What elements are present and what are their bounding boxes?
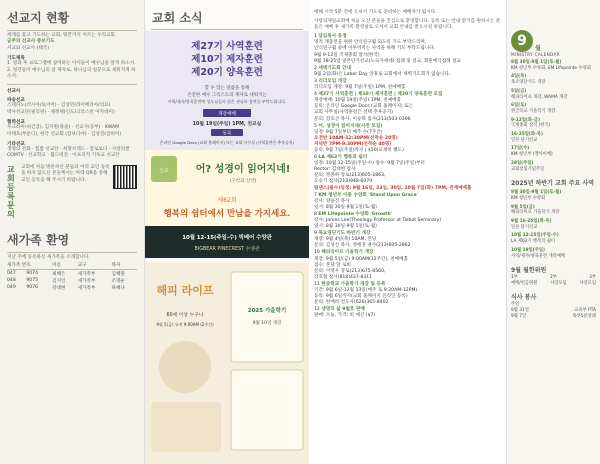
poster-line: 제27기 사역훈련 — [191, 41, 263, 52]
cell: 새가족부 — [77, 278, 96, 284]
poster-sub: 온전한 예수 그리스도의 제자로 세워지는 — [187, 93, 267, 98]
cell: 9074 — [26, 271, 39, 277]
poster-year: 2025 가을학기 — [247, 308, 287, 314]
announcement-line: 영적 재충전을 위한 안식연구월 되도록 기도 부탁드리며, — [314, 40, 427, 46]
announcements-column — [309, 0, 506, 464]
announcement-item — [314, 193, 502, 211]
bible-poster-art — [145, 150, 309, 258]
announcement-line: 교회 사무실(사역훈련은 선택 추후공지) — [314, 110, 393, 116]
newcomer-intro: 지난 주에 등록하신 새가족을 소개합니다. — [7, 254, 90, 260]
lunch-cell: 교육부 PTA — [574, 308, 596, 314]
cell: 강대현 — [52, 285, 66, 291]
announcement-line: 안식연구월 중에 이루어지는 사역을 위해 기도 부탁드립니다. — [314, 46, 436, 52]
mission-group-line: 박사선교단(필리핀) · 채정택(인도/크리스찬 아카데미) — [7, 109, 115, 115]
newcomer-title: 새가족 환영 — [7, 232, 70, 247]
divider — [7, 252, 137, 253]
announcement-title: EM Lifepointe 수양회 'Growth' — [318, 211, 393, 217]
cell: 048 — [7, 278, 16, 284]
mission-title: 선교지 현황 — [7, 11, 70, 25]
mission-group-line: 우크라이나(긴급), 김지원(몽골) · 선교사(동부) · KWAM — [7, 125, 120, 131]
announcement-item — [314, 124, 502, 154]
apply-label: 등록 — [222, 131, 232, 137]
cell: 9076 — [26, 285, 39, 291]
divider — [7, 30, 137, 31]
calendar-event — [511, 146, 596, 157]
announcement-number: 4 — [314, 92, 317, 98]
announcement-item — [314, 66, 502, 78]
announcement-line: 저녁반 7PM-9:30PM(선착순 40명) — [314, 141, 392, 147]
announcement-line: 장호철 집사(818)437-8311 — [314, 274, 373, 280]
event-text: 해피라이프 개강, WAMA 개강 — [511, 94, 568, 100]
calendar-event — [511, 74, 596, 85]
announcement-title: 목요영단기도 하반기 개강 — [318, 231, 371, 237]
event-date: 16-25일(화-목) — [511, 132, 543, 138]
week-val: 사랑모임 — [550, 281, 567, 287]
prayer-line: 2. 청년들이 예수님의 참 제자로, 하나님의 일꾼으로 세워지게 하소서. — [7, 67, 136, 80]
lunch-table — [511, 301, 596, 319]
announcement-line: 개강예배: 10월 19일(주일) 1PM, 친예배홀 — [314, 98, 402, 104]
header-cell: 새가족 번호 — [7, 261, 52, 270]
missions-label: 선교사 — [7, 89, 21, 95]
poster-banner-sub: BIGBEAR PINECREST 수양관 — [194, 247, 260, 252]
announcement-line: 등록: 온라인 Google Docs (교회 홈페이지) 또는 — [314, 104, 414, 110]
prayer-line: 1. 방과 후 프로그램에 참여하는 아이들이 예수님을 알게 하소서. — [7, 61, 136, 67]
event-date: 9월 16-25일(화-목) — [511, 219, 552, 225]
mission-column — [0, 0, 144, 464]
event-date: 4일(목) — [511, 74, 527, 80]
announcement-intro-2: 사랑의제일교회에 처음 오신 분들을 진심으로 환영합니다. 등록 또는 안내 받기를 원하시는 분들은 예배 후 새가족 환영실로 오셔서 교회 안내를 받으시길 바랍니다. — [314, 19, 501, 31]
event-text: 국제종회 참석 (한국) — [511, 123, 551, 129]
mission-intro: 세계를 품고 기도하는 교회, 땅끝까지 이르는 우리교회 — [7, 33, 115, 38]
mission-group-name: 협력선교 — [7, 120, 25, 126]
mission-group-line: 생명의 전화 · 힘밥 선교단 · 희망브레드 · 장로로디 · 사랑의쌀 — [7, 147, 130, 153]
calendar-event — [511, 118, 596, 129]
poster-sub: 할 수 있는 말씀을 통해 — [204, 86, 250, 91]
event-date: 8월 30일-9월 1일(토-월) — [511, 60, 562, 65]
mission-group-name: 기타선교 — [7, 142, 25, 148]
poster-dates: 9월 10일 개강 — [252, 321, 282, 326]
newcomer-header-row — [7, 261, 137, 270]
announcement-number: 5 — [314, 123, 317, 129]
calendar-subtitle: MINISTRY CALENDAR — [511, 52, 560, 57]
announcement-line: 개강: 9월 5일(금) 9:00AM(12주간), 친예배홀 — [314, 256, 408, 262]
announcement-line: 등록: 9월 6일까지(교회 홈페이지 온라인 등록) — [314, 294, 408, 300]
poster-line: 행복의 쉼터에서 만남을 가지세요. — [163, 209, 291, 219]
announcement-number: 3 — [314, 78, 317, 84]
calendar-event — [511, 190, 596, 201]
event-date: 6일(토) — [511, 103, 527, 109]
calendar-event — [511, 205, 596, 216]
announcement-line: 오승기 집사(213)948-6070 — [314, 179, 373, 185]
announcement-number: 9 — [314, 231, 317, 237]
week-col: 2부 — [550, 275, 557, 281]
cell: 9075 — [26, 278, 39, 284]
calendar-event — [511, 103, 596, 114]
announcement-line: 접수: 본당 앞 로비 — [314, 262, 351, 268]
event-date: 9-12일(화-금) — [511, 117, 540, 123]
mission-group-line: COMTV · 선교학교 · 월드비전 · 아프리카 기독교 선교단 — [7, 153, 120, 159]
event-text: 교회창립기념주일 — [511, 166, 545, 172]
announcement-title: 생명의 삶 9월호 판매 — [321, 307, 365, 313]
announcement-number: 1 — [314, 34, 317, 40]
mission-target: 서교와 선교사 (태국) — [7, 45, 50, 51]
event-date: 5일(금) — [511, 88, 527, 94]
event-date: 10월 12-15일(주일-수) — [511, 233, 559, 239]
newcomer-table — [7, 261, 137, 291]
announcement-item — [314, 282, 502, 306]
announcement-line: 9월 9-12일 국제종회 참석(한국) — [314, 52, 380, 58]
announcement-item — [314, 307, 502, 319]
event-date: 28일(주일) — [511, 160, 534, 166]
announcement-title: 어, 성경이 읽어지네(사전 모집) — [318, 123, 383, 129]
happy-life-poster-art — [145, 262, 309, 464]
qr-code-icon[interactable] — [113, 165, 137, 189]
event-text: 한글학교 가을학기 개강 — [511, 108, 556, 114]
week-val: 사랑모임 — [579, 281, 596, 287]
poster-title: 해피 라이프 — [156, 284, 214, 297]
poster-tag: 선교 — [159, 168, 169, 174]
announcement-line: 문의: 정종하 장로(213)605-2863, — [314, 173, 386, 179]
announcement-number: 2 — [314, 65, 317, 71]
semester-events — [511, 190, 596, 259]
event-text: 해피라이프 가을학기 개강 — [511, 210, 560, 216]
calendar-column — [506, 0, 600, 464]
cell: 김혜원 — [111, 271, 125, 277]
cell: 하혜나 — [111, 285, 125, 291]
cell: 새가족부 — [77, 271, 96, 277]
mission-group-name: 파송선교 — [7, 98, 25, 104]
announcement-item — [314, 92, 502, 122]
cell: 조명순 — [111, 278, 125, 284]
news-title: 교회 소식 — [152, 11, 203, 25]
header-cell: 교구 — [78, 261, 112, 270]
poster-date: 9월 5(금) 오전 9:00AM (2주간) — [156, 322, 214, 327]
announcement-item — [314, 212, 502, 230]
poster-line: 제62회 — [217, 197, 237, 204]
apply-text: 온라인 Google Docs (교회 홈페이지) 또는 교회 사무실 (사역훈련은 추후공지) — [159, 140, 295, 145]
event-text: 사역/제자/양육훈련 개강예배 — [511, 253, 566, 259]
announcement-title: 담임목사 동정 — [318, 34, 347, 40]
news-posters-column — [144, 0, 309, 464]
announcement-list — [314, 34, 502, 319]
announcement-line: 개강: 9월 4일(목) 10AM, 본당 — [314, 237, 377, 243]
month-badge: 9 — [511, 30, 533, 52]
announcement-title: 새벽기도회 안내 — [318, 65, 352, 71]
poster-sub: 사역/제자/양육훈련에 성도님들의 많은 관심과 참여를 부탁드립니다. — [167, 99, 287, 104]
announcement-line: 일정: 10월 12-15일(주일-수) 접수: 9월 7일(주일)부터 — [314, 161, 425, 167]
registration-label: 교회 등록 문의 — [7, 164, 15, 219]
open-label: 개강예배 — [218, 112, 236, 117]
header-cell: 이름 — [52, 261, 77, 270]
table-row — [7, 284, 137, 291]
announcement-item — [314, 231, 502, 249]
calendar-event — [511, 89, 596, 100]
announcement-line: 일시: 8월 30일-9월 1일(토-월) — [314, 224, 377, 230]
event-text: 목요영단기도 개강 — [511, 80, 546, 86]
week-val: 예배/헌금위원 — [511, 281, 538, 287]
cell: 김지인 — [52, 278, 66, 284]
announcement-item — [314, 155, 502, 192]
week-col: 3부 — [589, 275, 596, 281]
event-date: 17일(수) — [511, 146, 530, 152]
mission-group-line: 스테파노(러시아/로이어) · 김성민(라이베리아/의료) — [7, 103, 111, 109]
lunch-cell: 9월 7일 — [511, 314, 527, 320]
bible-reading-poster[interactable] — [145, 150, 309, 258]
announcement-number: 10 — [314, 250, 320, 256]
announcement-line: 강사: 양윤진 목사 — [314, 198, 350, 204]
announcement-line: 리더모임 개강: 9월 7일(주일) 1PM, 친예배홀 — [314, 85, 406, 91]
announcement-number: 11 — [314, 281, 320, 287]
announcement-item — [314, 250, 502, 280]
cell: 최혜은 — [52, 271, 66, 277]
announcement-number: 6 — [314, 155, 317, 161]
announcement-title: 제27기 사역훈련 | 제10기 제자훈련 | 제20기 양육훈련 모집 — [318, 92, 443, 98]
month-word: 월 — [535, 45, 541, 52]
event-text: 일본 단기선교 — [511, 224, 538, 230]
announcement-item — [314, 34, 502, 64]
divider — [7, 84, 137, 85]
poster-sub: 60세 이상 누구나 — [166, 313, 204, 318]
event-text: KM 청년부 수양회 — [511, 195, 546, 201]
lunch-title: 식사 봉사 — [511, 294, 537, 302]
cell: 새가족부 — [77, 285, 96, 291]
announcement-line: 등록: 9월 7일(주일)까지 | $50(교재비 별도) — [314, 147, 404, 153]
announcement-title: 리더모임 개강 — [318, 78, 347, 84]
header-cell: 목자 — [112, 261, 137, 270]
announcement-number: 7 — [314, 192, 317, 198]
announcement-line: 문의: 김성신 목사, 정예경 권사(213)605-2862 — [314, 243, 411, 249]
calendar-event — [511, 60, 596, 71]
announcement-number: 12 — [314, 307, 320, 313]
table-row — [7, 277, 137, 284]
announcement-line: 문의: 이영우 장로(213)675-8560, — [314, 268, 386, 274]
event-date: 10월 19일(주일) — [511, 247, 545, 253]
registration-text: 교회에 처음 방문하신 분들과 아직 교인 등록을 하지 않으신 분들께서는 아래 QR을 통해 교인 등록을 해 주시기 바랍니다. — [21, 164, 110, 183]
poster-line: 제20기 양육훈련 — [191, 67, 263, 78]
week-col: 1부 — [511, 275, 518, 281]
divider — [151, 29, 303, 30]
poster-banner: 10월 12-15(주일-수) 빅베어 수양관 — [182, 235, 272, 241]
announcement-title: 한글학교 가을학기 개강 및 등록 — [321, 281, 386, 287]
calendar-event — [511, 248, 596, 259]
event-date: 8월 30일-9월 1일(토-월) — [511, 190, 562, 196]
prayer-label: 기도제목 — [7, 56, 25, 62]
announcement-line: 9월 2일(화)은 Labor Day 연휴로 교회에서 새벽기도회가 없습니다. — [314, 71, 451, 77]
announcement-intro: 매해 시작 5분 전에 오셔서 기도로 준비하는 예배자가 됩시다. — [314, 10, 437, 15]
cell: 047 — [7, 271, 16, 277]
poster-title: 어? 성경이 읽어지네! — [195, 164, 291, 175]
mission-sub: 금주의 선교사 중보기도 — [7, 39, 55, 45]
lunch-row — [511, 313, 596, 319]
event-date: 9월 5일(금) — [511, 204, 535, 210]
announcement-line: Rector: 김대현 집사 — [314, 167, 356, 173]
event-text: 일본 단기선교 — [511, 137, 538, 143]
announcement-line: 일정: 9월 7일부터 매주 수(7주간) — [314, 129, 383, 135]
calendar-event — [511, 219, 596, 230]
calendar-events — [511, 60, 596, 172]
open-date: 10월 19일(주일) 1PM, 친교실 — [192, 122, 262, 127]
event-text: KM 청년부 (엘아이배) — [511, 152, 553, 158]
calendar-event — [511, 132, 596, 143]
week-title: 9월 월한위원 — [511, 267, 547, 275]
lunch-cell: 9월 31일 — [511, 308, 529, 314]
announcement-number: 8 — [314, 211, 317, 217]
announcement-line: 문의: 강호산 목사, 이승혁 집사(213)503-0396 — [314, 116, 411, 122]
announcement-line: 판매: 오늘, 가격: 비 예산 ($7) — [314, 313, 376, 319]
announcement-title: LA 제62기 행복의 쉼터 — [318, 155, 368, 161]
registration-block — [7, 165, 137, 219]
calendar-event — [511, 233, 596, 244]
announcement-title: KM 청년부 이름 수양회 'Stand Upon Grace' — [318, 192, 419, 198]
mission-group-line: 이태호(부룬디), 한국 선교회 (캄보디아) · 김성진(잠비아) — [7, 131, 122, 137]
event-text: KM 청년부 수양회, EM Lifepointe 수양회 — [511, 65, 591, 71]
announcement-line: 강사: James Lee(Theology Professor at Talbot Seminary) — [314, 218, 442, 223]
week-table-values — [511, 280, 596, 286]
poster-line: 제10기 제자훈련 — [191, 54, 263, 65]
announcement-item — [314, 79, 502, 91]
semester-title: 2025년 하반기 교회 주요 사역 — [511, 180, 595, 188]
announcement-line: 기간: 9월 6일-12월 13일(매주 토 9:20AM-12PM) — [314, 288, 418, 294]
announcement-line: 문의: 한예라 전도사(626)365-8402 — [314, 300, 389, 306]
lunch-cell: 목부5분창례 — [572, 314, 596, 320]
event-text: LA 제62기 행복의 쉼터 — [511, 239, 556, 245]
happy-life-poster[interactable] — [145, 262, 309, 464]
announcement-line: 일시: 8월 30일-9월 1일(토-월) — [314, 204, 377, 210]
poster-sub: (구약과 신약) — [229, 179, 257, 184]
cell: 049 — [7, 285, 16, 291]
announcement-line: 오전반 10AM-12:30PM(선착순 20명) — [314, 135, 398, 141]
announcement-line: 팀댄스(필수)일정: 9월 16일, 23일, 30일, 10월 7일(화) 7PM, 관계예배홀 — [314, 185, 472, 191]
calendar-event — [511, 161, 596, 172]
lunch-cell: 주일 — [511, 302, 520, 308]
announcement-title: 해피라이프 가을학기 개강 — [321, 250, 374, 256]
announcement-line: 9월 18-25일 일본단기선교(노숙자세대) 집례 및 설교, 회원예식집례 설교 — [314, 58, 461, 64]
table-row — [7, 270, 137, 278]
